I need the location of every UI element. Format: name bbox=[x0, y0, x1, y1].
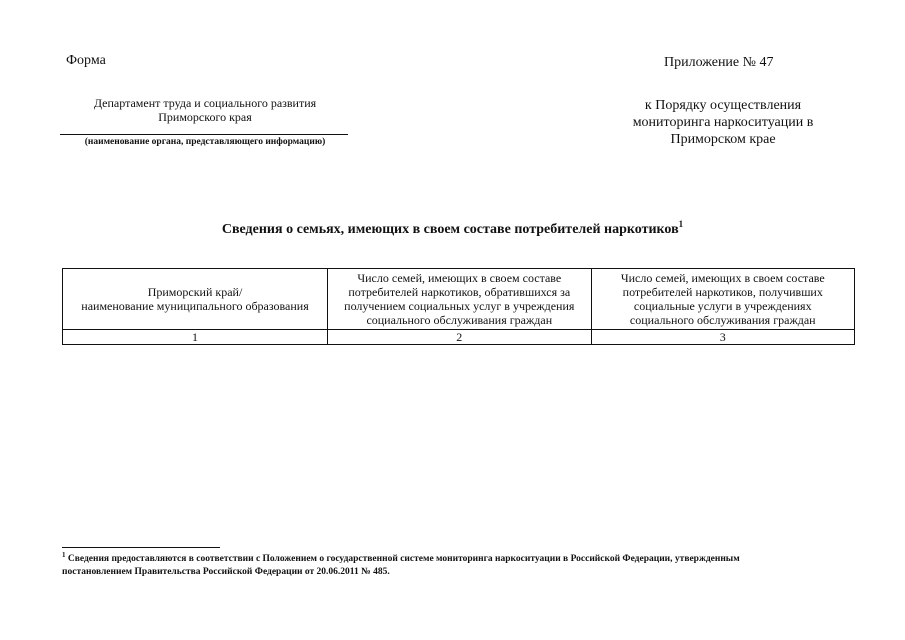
department-underline bbox=[60, 134, 348, 135]
department-line-1: Департамент труда и социального развития bbox=[93, 96, 317, 110]
header-line: социального обслуживания граждан bbox=[366, 313, 553, 327]
families-table bbox=[62, 268, 855, 345]
header-line: социальные услуги в учреждениях bbox=[633, 299, 812, 313]
order-reference bbox=[608, 97, 838, 148]
header-line: Приморский край/ bbox=[147, 285, 243, 299]
column-header-received bbox=[591, 269, 854, 330]
header-line: Число семей, имеющих в своем составе bbox=[357, 271, 562, 285]
order-line-2: мониторинга наркоситуации в bbox=[632, 115, 814, 130]
column-number-3: 3 bbox=[591, 330, 854, 345]
footnote-text-1: Сведения предоставляются в соответствии с Положением о государственной системе мониторинга наркоситуации в Российской Федерации, утвержденным bbox=[67, 554, 740, 564]
department-caption: (наименование органа, представляющего информацию) bbox=[84, 137, 326, 147]
order-line-3: Приморском крае bbox=[670, 132, 776, 147]
document-title bbox=[0, 219, 905, 238]
header-line: потребителей наркотиков, обратившихся за bbox=[348, 285, 571, 299]
header-line: получением социальных услуг в учреждения bbox=[344, 299, 575, 313]
footnote-line-2: постановлением Правительства Российской Федерации от 20.06.2011 № 485. bbox=[62, 567, 390, 577]
department-name bbox=[60, 96, 350, 124]
department-line-2: Приморского края bbox=[158, 110, 252, 124]
title-footnote-mark: 1 bbox=[678, 219, 684, 229]
header-line: социального обслуживания граждан bbox=[629, 313, 816, 327]
footnote-line-1 bbox=[62, 553, 852, 566]
form-label: Форма bbox=[66, 53, 106, 68]
column-header-municipality bbox=[63, 269, 328, 330]
header-line: наименование муниципального образования bbox=[81, 299, 309, 313]
header-line: Число семей, имеющих в своем составе bbox=[620, 271, 825, 285]
table-header-row bbox=[63, 269, 855, 330]
order-line-1: к Порядку осуществления bbox=[644, 98, 802, 113]
column-header-applied bbox=[328, 269, 591, 330]
table-number-row bbox=[63, 330, 855, 345]
column-number-2: 2 bbox=[328, 330, 591, 345]
column-number-1: 1 bbox=[63, 330, 328, 345]
title-text: Сведения о семьях, имеющих в своем составе потребителей наркотиков bbox=[221, 222, 679, 237]
footnote-mark: 1 bbox=[62, 551, 66, 559]
footnote bbox=[62, 553, 852, 579]
footnote-separator bbox=[62, 547, 220, 548]
header-line: потребителей наркотиков, получивших bbox=[622, 285, 823, 299]
appendix-number: Приложение № 47 bbox=[664, 55, 774, 70]
